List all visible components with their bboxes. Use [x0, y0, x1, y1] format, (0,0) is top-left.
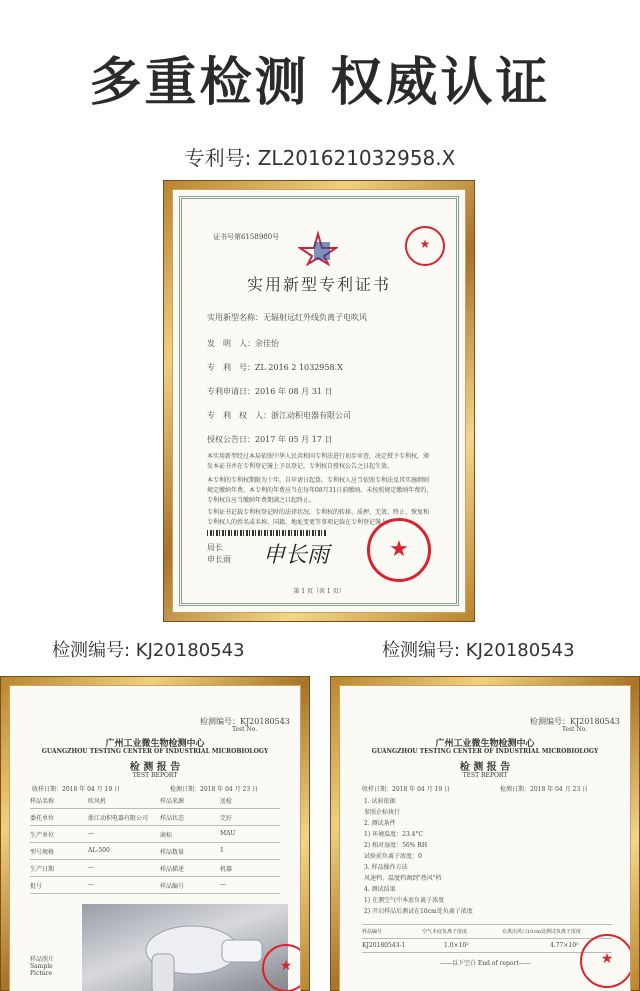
field-value: 完好 — [220, 815, 233, 822]
cert-number: 证书号第6158980号 — [213, 233, 280, 241]
table-row-rule — [30, 808, 280, 809]
field-value: 送检 — [220, 798, 233, 805]
testing-seal-left: ★ — [262, 944, 300, 991]
test-report-left — [10, 686, 300, 991]
field-label: 样品名称 — [30, 798, 55, 805]
table-cell-background: 1.0×10² — [444, 942, 469, 949]
page-indicator: 第 1 页（共 1 页） — [293, 588, 345, 595]
test-no-label: Test No. — [562, 726, 588, 733]
date-received: 收样日期：2018 年 04 月 19 日 — [362, 786, 451, 793]
list-item: 2. 测试条件 — [364, 820, 396, 827]
table-mid-rule — [362, 938, 612, 939]
field-label: 生产单位 — [30, 832, 55, 839]
list-item: 1) 环境温度：23.4°C — [364, 831, 424, 838]
table-row-rule — [30, 893, 280, 894]
field-label: 样品状态 — [160, 815, 185, 822]
field-value: — — [220, 881, 226, 888]
field-label: 样品编号 — [160, 883, 185, 890]
list-item: 参照企标执行 — [364, 809, 401, 816]
test-report-right-frame — [330, 676, 640, 991]
field-value: — — [88, 830, 94, 837]
patentee: 专 利 权 人：浙江动积电器有限公司 — [207, 411, 351, 420]
table-header-col-3: 在离出风口10cm处测试负离子浓度 — [502, 929, 581, 935]
report-number-right: 检测编号: KJ20180543 — [382, 640, 575, 661]
report-number-left: 检测编号: KJ20180543 — [52, 640, 245, 661]
table-row-rule — [30, 825, 280, 826]
office-seal-small: ★ — [405, 226, 445, 266]
date-analyzed: 检测日期：2018 年 04 月 23 日 — [500, 786, 589, 793]
certificate-body-1: 本实用新型经过本局依照中华人民共和国专利法进行初步审查，决定授予专利权，颁发本证书并在专利登记簿上予以登记。专利权自授权公告之日起生效。 — [207, 453, 430, 470]
patent-no-line: 专 利 号：ZL 2016 2 1032958.X — [207, 363, 343, 372]
list-item: 风速档、温度档调到"热风"档 — [364, 875, 442, 882]
report-title-en: TEST REPORT — [132, 772, 178, 779]
org-name-en: GUANGZHOU TESTING CENTER OF INDUSTRIAL MICROBIOLOGY — [41, 748, 269, 755]
table-cell-result: 4.77×10⁵ — [550, 942, 579, 949]
field-value: 机器 — [220, 866, 233, 873]
national-seal: ★ — [367, 518, 431, 582]
certificate-title: 实用新型专利证书 — [246, 275, 391, 294]
table-row-rule — [30, 876, 280, 877]
table-header-col-2: 空气本底负离子浓度 — [422, 929, 468, 935]
field-value: 浙江动积电器有限公司 — [88, 815, 149, 822]
field-label: 样品描述 — [160, 866, 185, 873]
certificate-body-2: 本专利的专利权期限为十年，自申请日起算。专利权人应当依照专利法及其实施细则规定缴纳年费。本专利的年费应当在每年08月31日前缴纳。未按照规定缴纳年费的，专利权自应当缴纳年费期满之日起终止。 — [207, 477, 433, 504]
field-value: 1 — [220, 847, 224, 854]
end-of-report: ——以下空白 End of report—— — [440, 960, 531, 967]
date-received: 收样日期：2018 年 04 月 19 日 — [32, 786, 121, 793]
director-signature: 申长雨 — [263, 543, 330, 568]
field-label: 样品来源 — [160, 798, 185, 805]
org-name-en: GUANGZHOU TESTING CENTER OF INDUSTRIAL MICROBIOLOGY — [371, 748, 599, 755]
date-analyzed: 检测日期：2018 年 04 月 23 日 — [170, 786, 259, 793]
report-no: 检测编号：KJ20180543 — [200, 717, 290, 726]
list-item: 1. 试验依据 — [364, 798, 396, 805]
test-report-left-frame — [0, 676, 310, 991]
table-cell-sample: KJ20180543-1 — [362, 942, 406, 949]
hair-dryer-icon — [82, 904, 288, 991]
table-bottom-rule — [362, 952, 612, 953]
org-name-cn: 广州工业微生物检测中心 — [105, 739, 205, 749]
page-title: 多重检测 权威认证 — [89, 53, 551, 113]
list-item: 2) 开启样品后测试在10cm处负离子浓度 — [364, 908, 473, 915]
list-item: 3. 样品操作方法 — [364, 864, 408, 871]
list-item: 试验前负离子浓度：0 — [364, 853, 422, 860]
director-label: 局长 — [207, 543, 223, 552]
sample-photo — [82, 904, 288, 991]
patent-number: 专利号: ZL201621032958.X — [184, 146, 456, 170]
field-label: 样品数量 — [160, 849, 185, 856]
inventor: 发 明 人：余佳怡 — [207, 339, 279, 348]
certificate-body-3: 专利证书记载专利权登记时的法律状况。专利权的转移、质押、无效、终止、恢复和专利权人的姓名或名称、国籍、地址变更等事项记载在专利登记簿上。 — [207, 509, 430, 526]
table-top-rule — [362, 924, 612, 925]
report-title-cn: 检 测 报 告 — [459, 762, 511, 773]
test-report-right — [340, 686, 630, 991]
field-label: 型号规格 — [30, 849, 55, 856]
table-row-rule — [30, 842, 280, 843]
test-no-label: Test No. — [232, 726, 258, 733]
field-value: 吹风机 — [88, 798, 107, 805]
field-value: AL-500 — [88, 847, 110, 854]
report-title-cn: 检 测 报 告 — [129, 762, 181, 773]
org-name-cn: 广州工业微生物检测中心 — [435, 739, 535, 749]
director-name: 申长雨 — [207, 555, 231, 564]
utility-name: 实用新型名称：无辐射远红外线负离子电吹风 — [207, 313, 367, 322]
field-value: MAU — [220, 830, 236, 837]
list-item: 1) 在测空气中本底负离子浓度 — [364, 897, 445, 904]
table-row-rule — [30, 859, 280, 860]
list-item: 4. 测试结果 — [364, 886, 396, 893]
field-value: — — [88, 864, 94, 871]
list-item: 2) 相对湿度：56% RH — [364, 842, 428, 849]
patent-certificate — [173, 190, 465, 612]
field-label: 批号 — [30, 883, 43, 890]
field-label: 委托单位 — [30, 815, 55, 822]
report-no: 检测编号：KJ20180543 — [530, 717, 620, 726]
report-title-en: TEST REPORT — [462, 772, 508, 779]
filing-date: 专利申请日：2016 年 08 月 31 日 — [207, 387, 333, 396]
barcode — [207, 530, 327, 536]
testing-seal-right: ★ — [580, 934, 630, 988]
table-header-col-1: 样品编号 — [362, 929, 383, 935]
field-label: 生产日期 — [30, 866, 55, 873]
grant-date: 授权公告日：2017 年 05 月 17 日 — [207, 435, 333, 444]
sample-picture-label: 样品照片 Sample Picture — [30, 956, 55, 977]
field-value: — — [88, 881, 94, 888]
patent-certificate-frame — [163, 180, 475, 622]
field-label: 商标 — [160, 832, 173, 839]
patent-office-emblem — [298, 230, 338, 266]
